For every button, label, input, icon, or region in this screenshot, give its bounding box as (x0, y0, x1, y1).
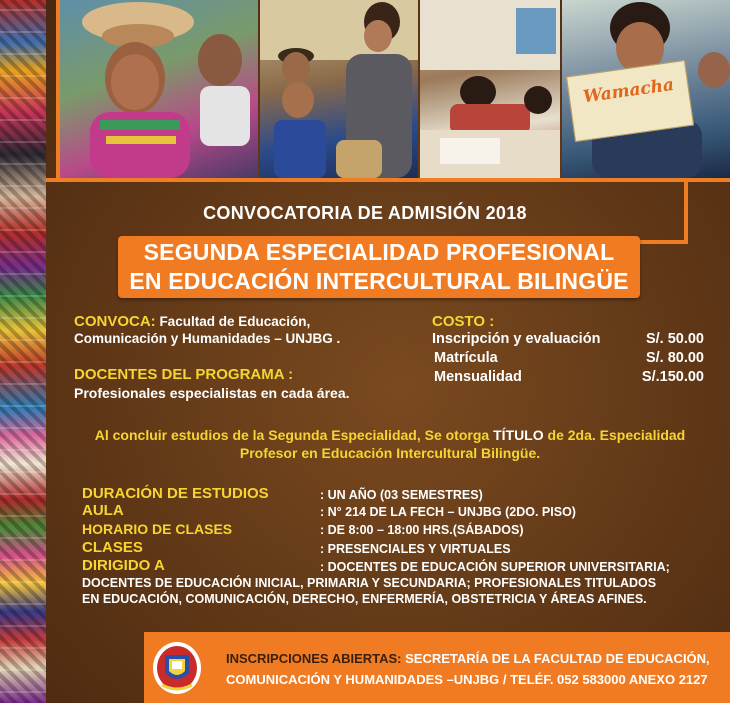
dirigido-text: EN EDUCACIÓN, COMUNICACIÓN, DERECHO, ENFERMERÍA, OBSTETRICIA Y ÁREAS AFINES. (82, 592, 647, 606)
detail-label: AULA (82, 502, 124, 519)
enrollment-banner (144, 632, 730, 703)
university-seal-icon (152, 641, 202, 695)
banner-line: COMUNICACIÓN Y HUMANIDADES –UNJBG / TELÉF. 052 583000 ANEXO 2127 (226, 672, 708, 687)
photo-child-in-traditional-dress (60, 0, 258, 178)
cost-value: S/.150.00 (641, 369, 704, 385)
docentes-label: DOCENTES DEL PROGRAMA : (74, 366, 294, 383)
costo-label: COSTO : (432, 313, 495, 330)
banner-line (226, 651, 710, 666)
detail-label: DIRIGIDO A (82, 557, 165, 574)
detail-label: DURACIÓN DE ESTUDIOS (82, 485, 269, 502)
convoca-block (74, 313, 414, 347)
detail-label: HORARIO DE CLASES (82, 521, 233, 537)
cost-item: Inscripción y evaluación (432, 331, 601, 347)
cost-item: Mensualidad (434, 369, 522, 385)
book-title: Wamacha (581, 74, 676, 108)
banner-label: INSCRIPCIONES ABIERTAS: (226, 651, 402, 666)
cost-value: S/. 50.00 (645, 331, 704, 347)
degree-statement-text: Al concluir estudios de la Segunda Especialidad, Se otorga (94, 427, 494, 443)
docentes-text: Profesionales especialistas en cada área. (74, 385, 350, 401)
program-title-line: SEGUNDA ESPECIALIDAD PROFESIONAL (143, 239, 615, 265)
degree-statement-text: de 2da. Especialidad (543, 427, 686, 443)
degree-emphasis: TÍTULO (493, 427, 544, 443)
detail-value: : DOCENTES DE EDUCACIÓN SUPERIOR UNIVERSITARIA; (320, 560, 670, 574)
convoca-text: Facultad de Educación, (159, 314, 311, 329)
photo-boy-reading-book (562, 0, 730, 178)
convoca-label: CONVOCA: (74, 313, 156, 330)
photo-classroom-writing (420, 0, 560, 178)
detail-value: : UN AÑO (03 SEMESTRES) (320, 488, 483, 502)
convoca-text: Comunicación y Humanidades – UNJBG . (74, 331, 341, 346)
degree-statement-line: Profesor en Educación Intercultural Bilingüe. (239, 445, 541, 461)
call-heading: CONVOCATORIA DE ADMISIÓN 2018 (203, 203, 527, 223)
detail-value: : N° 214 DE LA FECH – UNJBG (2DO. PISO) (320, 505, 576, 519)
textile-border (0, 0, 46, 703)
detail-value: : PRESENCIALES Y VIRTUALES (320, 542, 511, 556)
dirigido-text: DOCENTES DE EDUCACIÓN INICIAL, PRIMARIA Y SECUNDARIA; PROFESIONALES TITULADOS (82, 576, 657, 590)
cost-value: S/. 80.00 (645, 350, 704, 366)
cost-item: Matrícula (434, 350, 498, 366)
banner-text: SECRETARÍA DE LA FACULTAD DE EDUCACIÓN, (401, 651, 710, 666)
frame-line (56, 0, 60, 182)
degree-statement (60, 426, 720, 445)
detail-value: : DE 8:00 – 18:00 HRS.(SÁBADOS) (320, 523, 524, 537)
detail-label: CLASES (82, 539, 143, 556)
program-title-box (118, 236, 640, 298)
frame-line (46, 178, 730, 182)
program-title-line: EN EDUCACIÓN INTERCULTURAL BILINGÜE (129, 268, 629, 294)
frame-line (636, 240, 688, 244)
photo-teacher-with-students (260, 0, 418, 178)
